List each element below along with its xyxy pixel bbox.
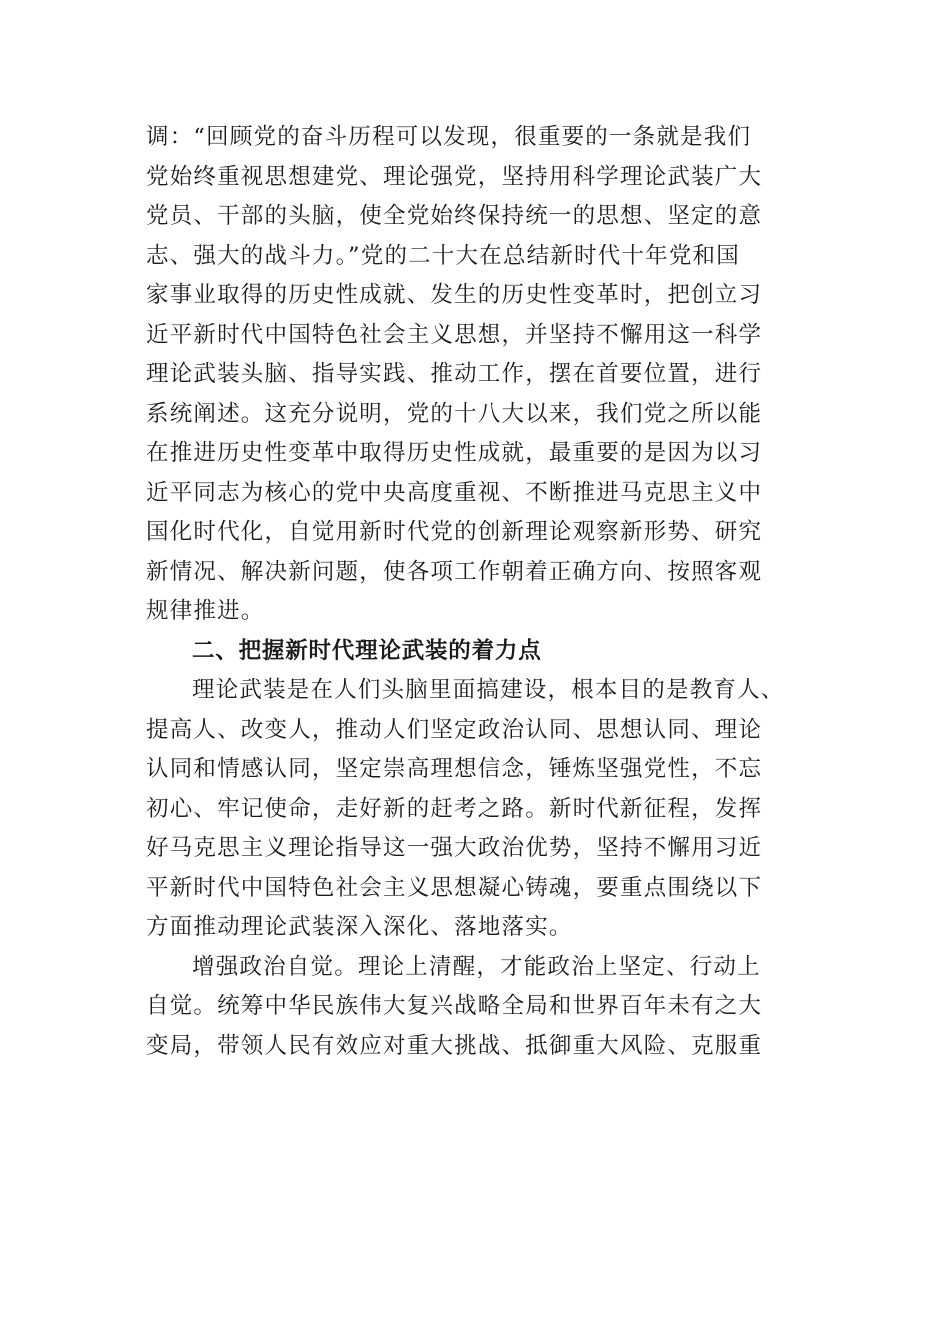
text-line: 家事业取得的历史性成就、发生的历史性变革时，把创立习 [146,282,763,308]
text-line: 党员、干部的头脑，使全党始终保持统一的思想、坚定的意 [146,203,763,229]
text-line: 志、强大的战斗力。”党的二十大在总结新时代十年党和国 [146,242,740,269]
text-line: 平新时代中国特色社会主义思想凝心铸魂，要重点围绕以下 [146,874,763,901]
text-line: 党始终重视思想建党、理论强党，坚持用科学理论武装广大 [146,163,763,190]
text-line: 近平同志为核心的党中央高度重视、不断推进马克思主义中 [146,479,763,506]
text-line: 方面推动理论武装深入深化、落地落实。 [146,914,573,940]
text-line: 新情况、解决新问题，使各项工作朝着正确方向、按照客观 [146,558,763,585]
document-body [146,118,846,1066]
text-line: 在推进历史性变革中取得历史性成就，最重要的是因为以习 [146,440,763,466]
text-line: 自觉。统筹中华民族伟大复兴战略全局和世界百年未有之大 [146,993,763,1019]
text-line: 系统阐述。这充分说明，党的十八大以来，我们党之所以能 [146,400,763,427]
text-line: 理论武装是在人们头脑里面搞建设，根本目的是教育人、 [192,677,785,703]
text-line: 近平新时代中国特色社会主义思想，并坚持不懈用这一科学 [146,321,763,348]
paragraph-continued [146,118,846,632]
section-heading: 二、把握新时代理论武装的着力点 [192,637,542,664]
paragraph-theory-arming [146,671,846,948]
text-line: 理论武装头脑、指导实践、推动工作，摆在首要位置，进行 [146,361,763,387]
text-line: 国化时代化，自觉用新时代党的创新理论观察新形势、研究 [146,519,763,545]
text-line: 调：“回顾党的奋斗历程可以发现，很重要的一条就是我们 [146,124,752,150]
text-line: 变局，带领人民有效应对重大挑战、抵御重大风险、克服重 [146,1032,763,1059]
text-line: 提高人、改变人，推动人们坚定政治认同、思想认同、理论 [146,716,763,743]
text-line: 初心、牢记使命，走好新的赶考之路。新时代新征程，发挥 [146,795,763,822]
text-line: 好马克思主义理论指导这一强大政治优势，坚持不懈用习近 [146,835,763,861]
text-line: 规律推进。 [146,598,265,624]
text-line: 增强政治自觉。理论上清醒，才能政治上坚定、行动上 [192,953,761,980]
paragraph-political-awareness [146,948,846,1067]
text-line: 认同和情感认同，坚定崇高理想信念，锤炼坚强党性，不忘 [146,756,763,782]
